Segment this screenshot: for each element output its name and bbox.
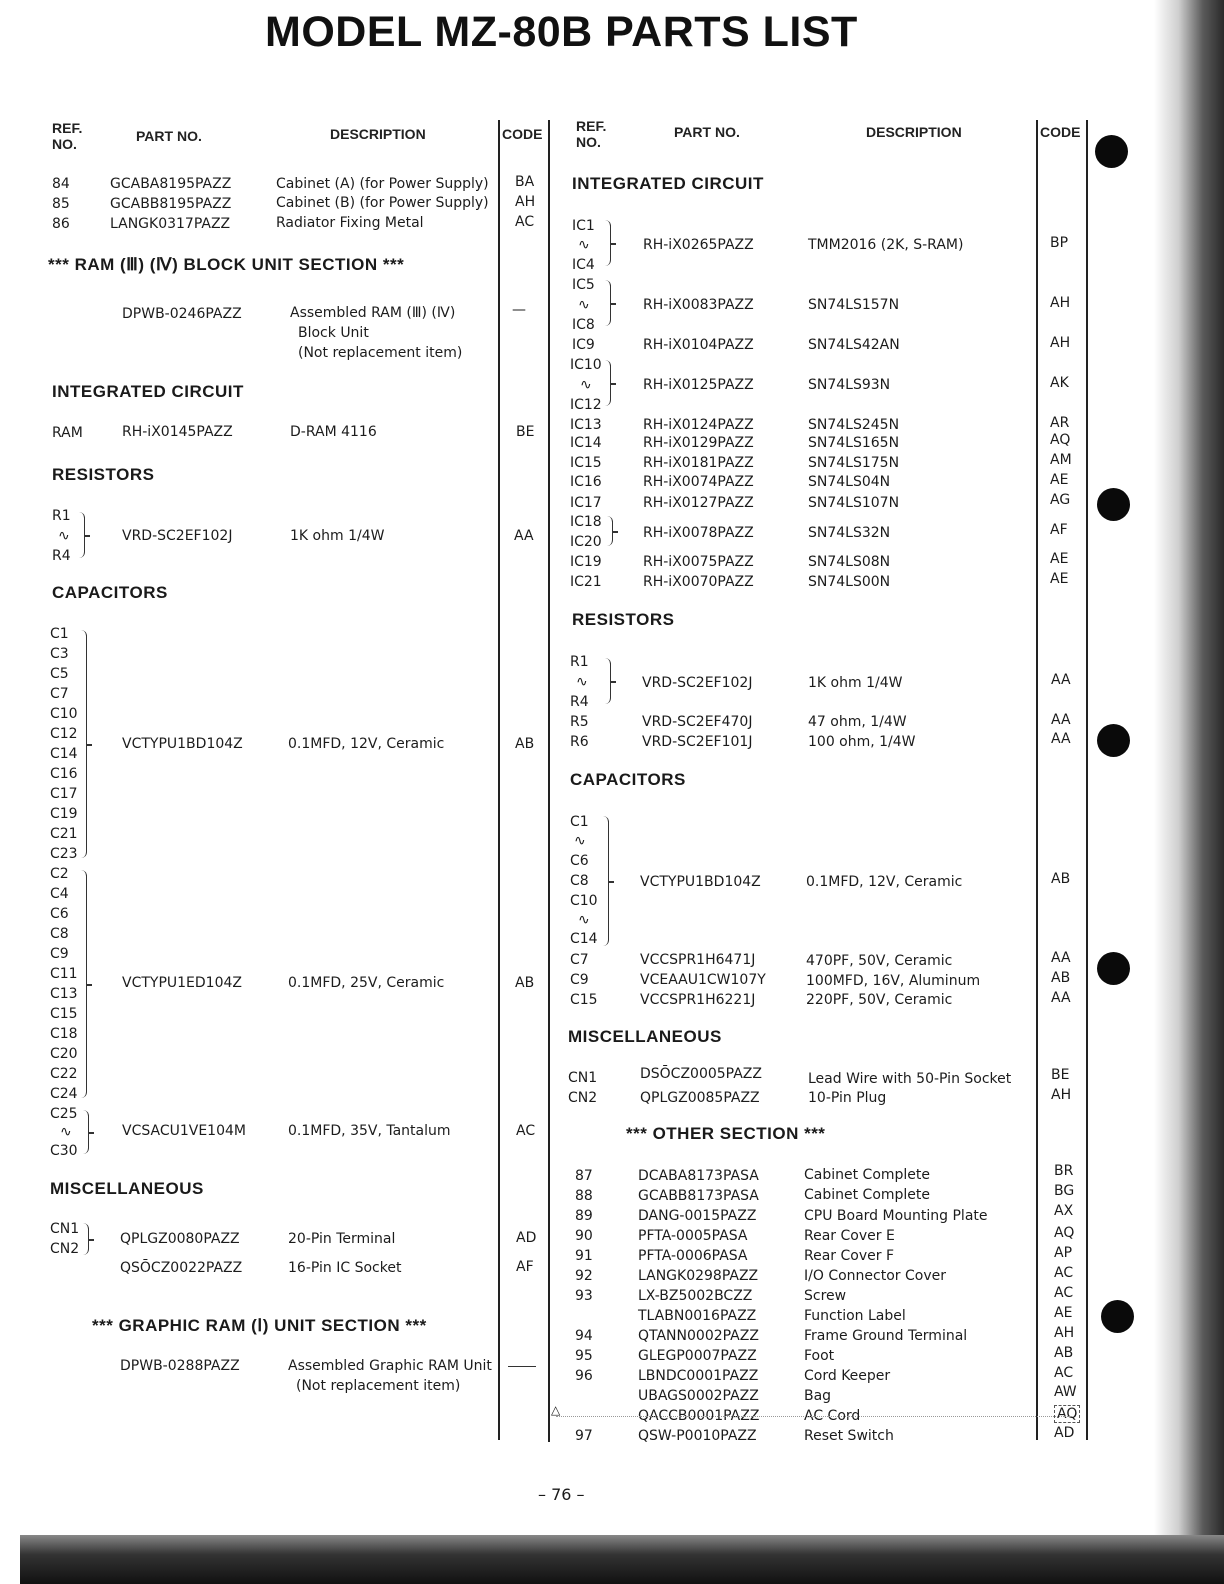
right-header-ref-2: NO.: [576, 134, 601, 150]
ram-res-ref-bot: R4: [52, 548, 71, 564]
ram-cap-group3-brace: [82, 1110, 89, 1154]
ic-desc: SN74LS32N: [808, 525, 891, 541]
res-ref: R1: [570, 654, 589, 670]
ic-desc: SN74LS157N: [808, 297, 900, 313]
cap-part: VCCSPR1H6221J: [640, 992, 756, 1008]
ic-part: RH-iX0125PAZZ: [643, 377, 754, 393]
other-desc: Rear Cover F: [804, 1248, 894, 1264]
cap-code: AA: [1051, 950, 1071, 966]
cap-ref: C17: [50, 786, 78, 802]
row-ref: 84: [52, 176, 70, 192]
scan-bottom-shadow: [20, 1535, 1224, 1584]
cap-part: VCEAAU1CW107Y: [640, 972, 766, 988]
misc-code: AH: [1051, 1087, 1072, 1103]
right-cap-group-desc: 0.1MFD, 12V, Ceramic: [806, 874, 963, 890]
ic-part: RH-iX0129PAZZ: [643, 435, 754, 451]
ic-part: RH-iX0265PAZZ: [643, 237, 754, 253]
cap-ref: C7: [570, 952, 589, 968]
binder-hole: [1097, 488, 1130, 521]
cap-ref: C3: [50, 646, 69, 662]
cap-ref: C12: [50, 726, 78, 742]
left-header-ref-2: NO.: [52, 136, 77, 152]
ic-brace: [604, 280, 611, 326]
other-ref: 97: [575, 1428, 593, 1444]
ic-part: RH-iX0070PAZZ: [643, 574, 754, 590]
cap-ref: C30: [50, 1143, 78, 1159]
cap-code: AA: [1051, 990, 1071, 1006]
ic-desc: TMM2016 (2K, S-RAM): [808, 237, 964, 253]
cap-ref: C6: [50, 906, 69, 922]
other-code: AC: [1054, 1285, 1074, 1301]
other-code: BR: [1054, 1163, 1074, 1179]
row-desc: Radiator Fixing Metal: [276, 215, 424, 231]
right-res-title: RESISTORS: [572, 610, 675, 629]
ram-cap-group2-desc: 0.1MFD, 25V, Ceramic: [288, 975, 445, 991]
ic-part: RH-iX0104PAZZ: [643, 337, 754, 353]
ic-code: AK: [1050, 375, 1069, 391]
cap-ref: C1: [570, 814, 589, 830]
misc-desc: Lead Wire with 50-Pin Socket: [808, 1071, 1012, 1087]
other-desc: I/O Connector Cover: [804, 1268, 946, 1284]
right-cap-group-part: VCTYPU1BD104Z: [640, 874, 761, 890]
other-desc: Function Label: [804, 1308, 906, 1324]
ic-ref: ∿: [578, 237, 590, 253]
other-desc: Rear Cover E: [804, 1228, 895, 1244]
right-header-desc: DESCRIPTION: [866, 124, 962, 140]
ic-desc: SN74LS42AN: [808, 337, 900, 353]
right-header-ref-1: REF.: [576, 118, 607, 134]
ram-cap-group2-brace: [80, 870, 87, 1098]
center-rule: [548, 120, 550, 1442]
cap-ref: C16: [50, 766, 78, 782]
ic-brace: [604, 360, 611, 406]
cap-ref: ∿: [578, 912, 590, 928]
ic-ref: IC5: [572, 277, 595, 293]
other-code: AH: [1054, 1325, 1075, 1341]
other-code: AE: [1054, 1305, 1073, 1321]
graphic-unit-desc-1: Assembled Graphic RAM Unit: [288, 1358, 492, 1374]
binder-hole: [1097, 724, 1130, 757]
misc-part: QPLGZ0085PAZZ: [640, 1090, 760, 1106]
ram-unit-code: —: [512, 302, 526, 318]
cap-ref: ∿: [574, 833, 586, 849]
ram-misc-desc: 20-Pin Terminal: [288, 1231, 396, 1247]
row-desc: Cabinet (B) (for Power Supply): [276, 195, 489, 211]
ram-res-desc: 1K ohm 1/4W: [290, 528, 385, 544]
ic-ref: ∿: [578, 297, 590, 313]
cap-ref: C8: [570, 873, 589, 889]
res-brace: [604, 658, 611, 704]
ram-section-title: *** RAM (Ⅲ) (Ⅳ) BLOCK UNIT SECTION ***: [48, 255, 405, 274]
binder-hole: [1101, 1300, 1134, 1333]
other-part: DANG-0015PAZZ: [638, 1208, 757, 1224]
other-ref: 91: [575, 1248, 593, 1264]
ic-code: AM: [1050, 452, 1072, 468]
cap-ref: C10: [570, 893, 598, 909]
misc-ref: CN1: [568, 1070, 598, 1086]
cap-ref: C21: [50, 826, 78, 842]
misc-part: DSŌCZ0005PAZZ: [640, 1066, 762, 1082]
ic-desc: SN74LS00N: [808, 574, 891, 590]
ram-cap-title: CAPACITORS: [52, 583, 168, 602]
other-desc: Reset Switch: [804, 1428, 894, 1444]
ic-code: BP: [1050, 235, 1069, 251]
misc-desc: 10-Pin Plug: [808, 1090, 887, 1106]
ram-misc-code: AD: [516, 1230, 537, 1246]
cap-ref: C19: [50, 806, 78, 822]
ram-misc-code: AF: [516, 1259, 534, 1275]
res-code: AA: [1051, 712, 1071, 728]
ic-ref: IC21: [570, 574, 602, 590]
ic-ref: IC4: [572, 257, 595, 273]
cap-ref: C20: [50, 1046, 78, 1062]
ic-ref: IC12: [570, 397, 602, 413]
ram-ic-desc: D-RAM 4116: [290, 424, 377, 440]
caution-triangle-icon: △: [551, 1403, 561, 1417]
ram-misc-part: QSŌCZ0022PAZZ: [120, 1260, 243, 1276]
ram-cap-group1-code: AB: [515, 736, 535, 752]
other-ref: 95: [575, 1348, 593, 1364]
right-cap-title: CAPACITORS: [570, 770, 686, 789]
scan-edge-shadow: [1154, 0, 1224, 1584]
left-header-ref-1: REF.: [52, 120, 83, 136]
res-part: VRD-SC2EF102J: [642, 675, 753, 691]
cap-ref: C2: [50, 866, 69, 882]
other-code: AP: [1054, 1245, 1073, 1261]
left-header-part: PART NO.: [136, 128, 202, 144]
other-ref: 96: [575, 1368, 593, 1384]
other-desc: Cord Keeper: [804, 1368, 891, 1384]
other-part: GLEGP0007PAZZ: [638, 1348, 757, 1364]
cap-ref: C6: [570, 853, 589, 869]
cap-ref: C8: [50, 926, 69, 942]
other-desc: Bag: [804, 1388, 832, 1404]
right-header-code: CODE: [1040, 124, 1081, 140]
other-part: LANGK0298PAZZ: [638, 1268, 759, 1284]
other-desc: Foot: [804, 1348, 835, 1364]
ic-code: AE: [1050, 472, 1069, 488]
ram-cap-group1-brace: [80, 630, 87, 858]
ic-ref: IC9: [572, 337, 595, 353]
row-part: LANGK0317PAZZ: [110, 216, 231, 232]
res-desc: 1K ohm 1/4W: [808, 675, 903, 691]
other-part: PFTA-0005PASA: [638, 1228, 748, 1244]
ram-res-part: VRD-SC2EF102J: [122, 528, 233, 544]
ram-cap-group1-desc: 0.1MFD, 12V, Ceramic: [288, 736, 445, 752]
ram-cap-group1-part: VCTYPU1BD104Z: [122, 736, 243, 752]
ic-part: RH-iX0078PAZZ: [643, 525, 754, 541]
ram-ic-part: RH-iX0145PAZZ: [122, 424, 233, 440]
res-part: VRD-SC2EF101J: [642, 734, 753, 750]
ic-desc: SN74LS165N: [808, 435, 900, 451]
other-code: AD: [1054, 1425, 1075, 1441]
row-code: AC: [515, 214, 535, 230]
misc-ref: CN2: [568, 1090, 598, 1106]
misc-code: BE: [1051, 1067, 1070, 1083]
ic-ref: IC17: [570, 495, 602, 511]
other-part: PFTA-0006PASA: [638, 1248, 748, 1264]
ic-desc: SN74LS08N: [808, 554, 891, 570]
ram-misc-ref2: CN2: [50, 1241, 80, 1257]
row-code: BA: [515, 174, 535, 190]
row-part: GCABB8195PAZZ: [110, 196, 232, 212]
ic-ref: IC19: [570, 554, 602, 570]
ram-res-title: RESISTORS: [52, 465, 155, 484]
ic-code: AH: [1050, 335, 1071, 351]
cap-ref: C18: [50, 1026, 78, 1042]
other-code: AC: [1054, 1365, 1074, 1381]
graphic-unit-code-dash: [508, 1366, 536, 1367]
page-title: MODEL MZ-80B PARTS LIST: [265, 8, 858, 56]
page-number: – 76 –: [538, 1485, 585, 1504]
graphic-unit-desc-2: (Not replacement item): [296, 1378, 461, 1394]
left-code-rule: [498, 120, 500, 1440]
ic-part: RH-iX0127PAZZ: [643, 495, 754, 511]
cap-part: VCCSPR1H6471J: [640, 952, 756, 968]
cap-code: AB: [1051, 970, 1071, 986]
other-code: AW: [1054, 1384, 1077, 1400]
other-ref: 92: [575, 1268, 593, 1284]
other-desc: AC Cord: [804, 1408, 861, 1424]
ic-ref: IC10: [570, 357, 602, 373]
row-part: GCABA8195PAZZ: [110, 176, 232, 192]
cap-ref: C9: [50, 946, 69, 962]
cap-ref: C9: [570, 972, 589, 988]
other-ref: 89: [575, 1208, 593, 1224]
right-ic-title: INTEGRATED CIRCUIT: [572, 174, 764, 193]
other-desc: Cabinet Complete: [804, 1167, 931, 1183]
ram-unit-desc-3: (Not replacement item): [298, 345, 463, 361]
cap-ref: C22: [50, 1066, 78, 1082]
other-ref: 94: [575, 1328, 593, 1344]
ram-cap-group3-desc: 0.1MFD, 35V, Tantalum: [288, 1123, 451, 1139]
left-header-desc: DESCRIPTION: [330, 126, 426, 142]
cap-ref: C13: [50, 986, 78, 1002]
ic-code: AR: [1050, 415, 1070, 431]
other-code: AQ: [1054, 1405, 1080, 1423]
ram-cap-group2-part: VCTYPU1ED104Z: [122, 975, 242, 991]
row-desc: Cabinet (A) (for Power Supply): [276, 176, 489, 192]
ram-unit-part: DPWB-0246PAZZ: [122, 306, 242, 322]
ic-ref: IC16: [570, 474, 602, 490]
ic-ref: IC14: [570, 435, 602, 451]
other-ref: 88: [575, 1188, 593, 1204]
ic-ref: IC13: [570, 417, 602, 433]
other-section-title: *** OTHER SECTION ***: [626, 1124, 826, 1143]
row-code: AH: [515, 194, 536, 210]
cap-ref: C14: [570, 931, 598, 947]
ic-ref: IC20: [570, 534, 602, 550]
res-ref: R4: [570, 694, 589, 710]
ic-code: AF: [1050, 522, 1068, 538]
ic-part: RH-iX0083PAZZ: [643, 297, 754, 313]
right-cap-brace: [602, 816, 609, 946]
ic-brace: [604, 220, 611, 266]
res-ref: ∿: [576, 674, 588, 690]
other-code: AB: [1054, 1345, 1074, 1361]
cap-ref: C7: [50, 686, 69, 702]
cap-desc: 100MFD, 16V, Aluminum: [806, 973, 981, 989]
ic-part: RH-iX0074PAZZ: [643, 474, 754, 490]
right-code-rule: [1036, 120, 1038, 1440]
other-ref: 93: [575, 1288, 593, 1304]
other-code: BG: [1054, 1183, 1075, 1199]
other-part: UBAGS0002PAZZ: [638, 1388, 759, 1404]
binder-hole: [1095, 135, 1128, 168]
other-ref: 87: [575, 1168, 593, 1184]
ic-desc: SN74LS175N: [808, 455, 900, 471]
ram-res-brace: [78, 512, 85, 558]
ac-cord-dotted-line: [556, 1416, 1076, 1417]
ic-part: RH-iX0181PAZZ: [643, 455, 754, 471]
cap-ref: C1: [50, 626, 69, 642]
cap-ref: C25: [50, 1106, 78, 1122]
ic-desc: SN74LS107N: [808, 495, 900, 511]
other-code: AQ: [1054, 1225, 1075, 1241]
other-part: QACCB0001PAZZ: [638, 1408, 760, 1424]
res-desc: 100 ohm, 1/4W: [808, 734, 916, 750]
ram-misc-ref: CN1: [50, 1221, 80, 1237]
row-ref: 85: [52, 196, 70, 212]
ram-cap-group3-code: AC: [516, 1123, 536, 1139]
ic-ref: IC15: [570, 455, 602, 471]
cap-ref: C10: [50, 706, 78, 722]
ram-res-ref-top: R1: [52, 508, 71, 524]
other-part: TLABN0016PAZZ: [638, 1308, 757, 1324]
cap-ref: C5: [50, 666, 69, 682]
cap-desc: 220PF, 50V, Ceramic: [806, 992, 953, 1008]
cap-ref: C4: [50, 886, 69, 902]
other-part: LX-BZ5002BCZZ: [638, 1288, 753, 1304]
ram-res-ref-mid: ∿: [58, 528, 70, 544]
ram-unit-desc-2: Block Unit: [298, 325, 369, 341]
res-ref: R5: [570, 714, 589, 730]
cap-desc: 470PF, 50V, Ceramic: [806, 953, 953, 969]
ic-code: AE: [1050, 571, 1069, 587]
ic-desc: SN74LS93N: [808, 377, 891, 393]
ram-misc-brace: [82, 1223, 89, 1255]
ic-ref: IC8: [572, 317, 595, 333]
right-misc-title: MISCELLANEOUS: [568, 1027, 722, 1046]
ic-part: RH-iX0124PAZZ: [643, 417, 754, 433]
cap-ref: C23: [50, 846, 78, 862]
other-code: AC: [1054, 1265, 1074, 1281]
ic-code: AE: [1050, 551, 1069, 567]
ic-code: AQ: [1050, 432, 1071, 448]
other-desc: Frame Ground Terminal: [804, 1328, 968, 1344]
ic-code: AH: [1050, 295, 1071, 311]
res-code: AA: [1051, 672, 1071, 688]
cap-ref: C24: [50, 1086, 78, 1102]
res-part: VRD-SC2EF470J: [642, 714, 753, 730]
right-header-part: PART NO.: [674, 124, 740, 140]
ram-ic-title: INTEGRATED CIRCUIT: [52, 382, 244, 401]
ram-misc-desc: 16-Pin IC Socket: [288, 1260, 402, 1276]
row-ref: 86: [52, 216, 70, 232]
graphic-section-title: *** GRAPHIC RAM (Ⅰ) UNIT SECTION ***: [92, 1316, 427, 1335]
other-part: LBNDC0001PAZZ: [638, 1368, 759, 1384]
right-cap-group-code: AB: [1051, 871, 1071, 887]
ic-part: RH-iX0075PAZZ: [643, 554, 754, 570]
cap-ref: C15: [570, 992, 598, 1008]
res-code: AA: [1051, 731, 1071, 747]
ram-ic-ref: RAM: [52, 425, 83, 441]
res-ref: R6: [570, 734, 589, 750]
other-part: QSW-P0010PAZZ: [638, 1428, 757, 1444]
other-desc: Cabinet Complete: [804, 1187, 931, 1203]
ram-misc-title: MISCELLANEOUS: [50, 1179, 204, 1198]
binder-hole: [1097, 952, 1130, 985]
graphic-unit-part: DPWB-0288PAZZ: [120, 1358, 240, 1374]
ic-desc: SN74LS245N: [808, 417, 900, 433]
other-desc: Screw: [804, 1288, 847, 1304]
ic-code: AG: [1050, 492, 1071, 508]
cap-ref: ∿: [60, 1124, 72, 1140]
ram-cap-group3-part: VCSACU1VE104M: [122, 1123, 246, 1139]
ram-misc-part: QPLGZ0080PAZZ: [120, 1231, 240, 1247]
ram-cap-group2-code: AB: [515, 975, 535, 991]
cap-ref: C11: [50, 966, 78, 982]
ic-desc: SN74LS04N: [808, 474, 891, 490]
other-part: GCABB8173PASA: [638, 1188, 759, 1204]
res-desc: 47 ohm, 1/4W: [808, 714, 907, 730]
ram-ic-code: BE: [516, 424, 535, 440]
other-ref: 90: [575, 1228, 593, 1244]
other-part: QTANN0002PAZZ: [638, 1328, 759, 1344]
ram-res-code: AA: [514, 528, 534, 544]
other-desc: CPU Board Mounting Plate: [804, 1208, 988, 1224]
cap-ref: C15: [50, 1006, 78, 1022]
other-code: AX: [1054, 1203, 1074, 1219]
cap-ref: C14: [50, 746, 78, 762]
other-part: DCABA8173PASA: [638, 1168, 759, 1184]
ic-brace: [606, 516, 613, 546]
ram-unit-desc-1: Assembled RAM (Ⅲ) (Ⅳ): [290, 305, 456, 321]
right-edge-rule: [1086, 120, 1088, 1440]
ic-ref: ∿: [580, 377, 592, 393]
left-header-code: CODE: [502, 126, 543, 142]
ic-ref: IC18: [570, 514, 602, 530]
ic-ref: IC1: [572, 218, 595, 234]
